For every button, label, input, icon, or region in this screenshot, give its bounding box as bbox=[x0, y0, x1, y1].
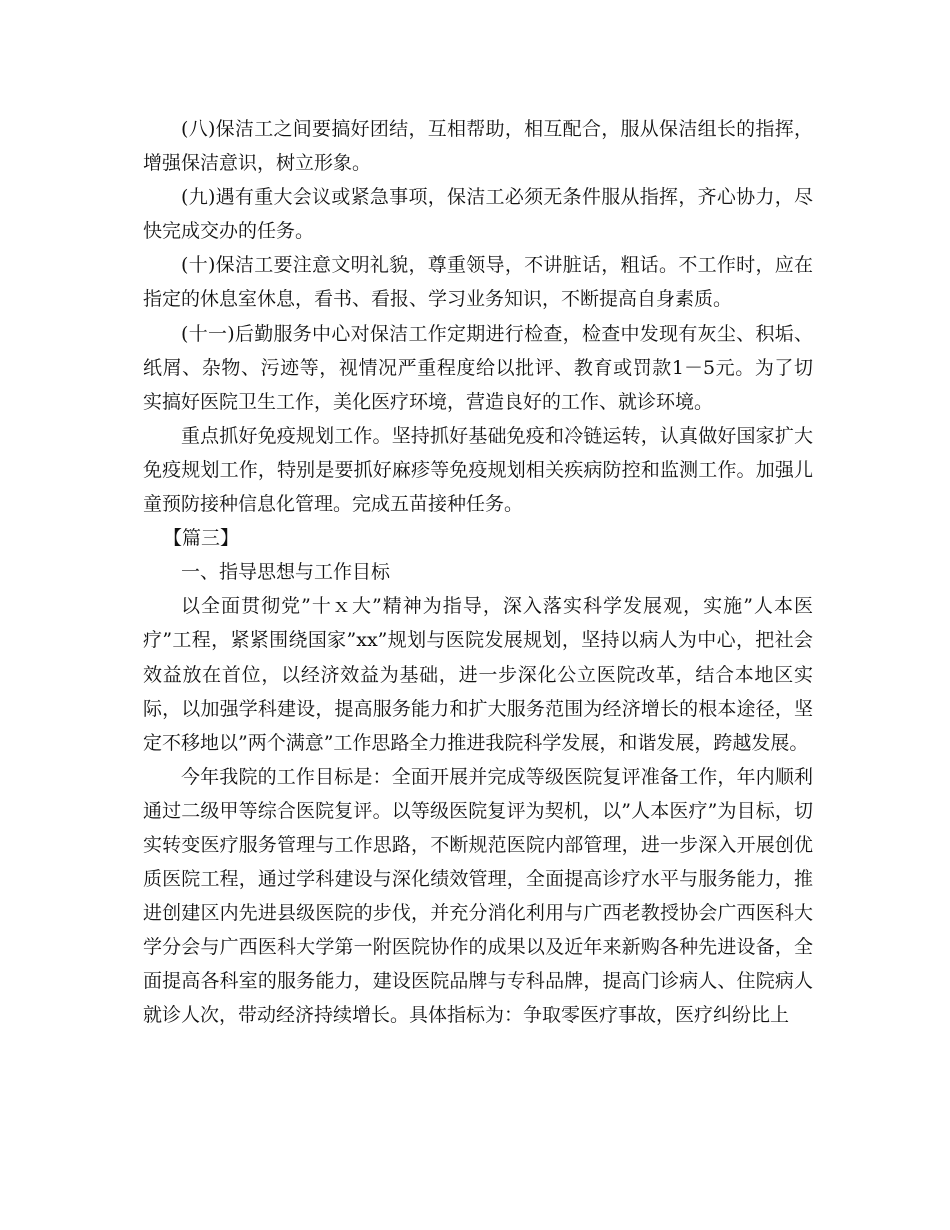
subsection-heading: 一、指导思想与工作目标 bbox=[181, 561, 391, 584]
paragraph-guiding-ideology: 以全面贯彻党”十ｘ大”精神为指导，深入落实科学发展观，实施”人本医疗”工程，紧紧围绕国家”xx”规划与医院发展规划，坚持以病人为中心，把社会效益放在首位，以经济效益为基础，进一步深化公立医院改革，结合本地区实际，以加强学科建设，提高服务能力和扩大服务范围为经济增长的根本途径，坚定不移地以”两个满意”工作思路全力推进我院科学发展，和谐发展，跨越发展。 bbox=[143, 595, 813, 754]
document-body bbox=[143, 112, 813, 1033]
paragraph-item-9: (九)遇有重大会议或紧急事项，保洁工必须无条件服从指挥，齐心协力，尽快完成交办的任务。 bbox=[143, 186, 813, 243]
paragraph-work-goals: 今年我院的工作目标是：全面开展并完成等级医院复评准备工作，年内顺利通过二级甲等综合医院复评。以等级医院复评为契机，以”人本医疗”为目标，切实转变医疗服务管理与工作思路，不断规范医院内部管理，进一步深入开展创优质医院工程，通过学科建设与深化绩效管理，全面提高诊疗水平与服务能力，推进创建区内先进县级医院的步伐，并充分消化利用与广西老教授协会广西医科大学分会与广西医科大学第一附医院协作的成果以及近年来新购各种先进设备，全面提高各科室的服务能力，建设医院品牌与专科品牌，提高门诊病人、住院病人就诊人次，带动经济持续增长。具体指标为：争取零医疗事故，医疗纠纷比上 bbox=[143, 765, 813, 1027]
paragraph-item-11: (十一)后勤服务中心对保洁工作定期进行检查，检查中发现有灰尘、积垢、纸屑、杂物、污迹等，视情况严重程度给以批评、教育或罚款1－5元。为了切实搞好医院卫生工作，美化医疗环境，营造良好的工作、就诊环境。 bbox=[143, 322, 813, 413]
paragraph-item-8: (八)保洁工之间要搞好团结，互相帮助，相互配合，服从保洁组长的指挥，增强保洁意识，树立形象。 bbox=[143, 118, 813, 175]
section-heading: 【篇三】 bbox=[163, 527, 240, 550]
paragraph-item-10: (十)保洁工要注意文明礼貌，尊重领导，不讲脏话，粗话。不工作时，应在指定的休息室休息，看书、看报、学习业务知识，不断提高自身素质。 bbox=[143, 254, 813, 311]
paragraph-immunization: 重点抓好免疫规划工作。坚持抓好基础免疫和冷链运转，认真做好国家扩大免疫规划工作，特别是要抓好麻疹等免疫规划相关疾病防控和监测工作。加强儿童预防接种信息化管理。完成五苗接种任务。 bbox=[143, 424, 813, 516]
